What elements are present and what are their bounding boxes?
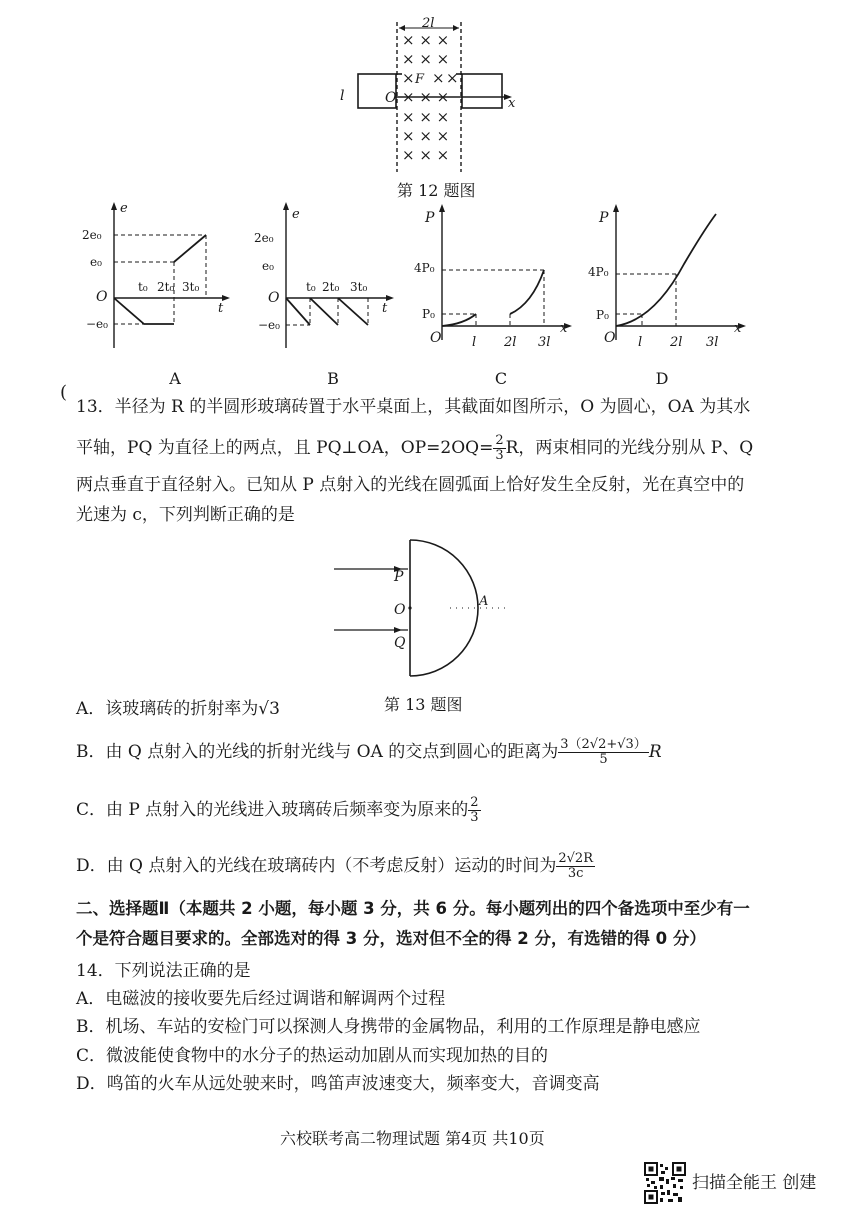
graph-option-c xyxy=(414,200,580,350)
svg-text:3t₀: 3t₀ xyxy=(182,280,200,294)
graph-a-label: A xyxy=(169,369,181,388)
graph-option-d xyxy=(588,200,754,350)
svg-text:O: O xyxy=(268,290,280,306)
svg-text:3l: 3l xyxy=(538,335,551,350)
svg-text:e: e xyxy=(120,201,128,216)
svg-text:2l: 2l xyxy=(504,335,517,350)
fig12-height-label: l xyxy=(340,88,345,104)
q13-option-b: B．由 Q 点射入的光线的折射光线与 OA 的交点到圆心的距离为 $\frac{3(2√2+√3)}{5}$ R xyxy=(76,737,662,767)
svg-text:x: x xyxy=(734,321,742,336)
svg-text:P₀: P₀ xyxy=(422,307,435,321)
svg-text:2t₀: 2t₀ xyxy=(157,280,175,294)
svg-text:O: O xyxy=(430,330,442,346)
svg-text:e₀: e₀ xyxy=(90,255,102,269)
svg-text:P: P xyxy=(425,210,435,226)
q14-option-a: A．电磁波的接收要先后经过调谐和解调两个过程 xyxy=(76,989,446,1009)
graph-c-label: C xyxy=(494,369,508,388)
svg-text:x: x xyxy=(560,321,568,336)
svg-text:e₀: e₀ xyxy=(262,259,274,273)
svg-text:l: l xyxy=(472,335,477,350)
svg-text:×: × xyxy=(432,69,445,87)
graph-option-a xyxy=(78,198,238,358)
q13-line3: 两点垂直于直径射入。已知从 P 点射入的光线在圆弧面上恰好发生全反射，光在真空中的 xyxy=(76,475,745,495)
svg-text:3l: 3l xyxy=(706,335,719,350)
svg-text:× × ×: × × × xyxy=(402,50,450,68)
q13-line1: 13．半径为 R 的半圆形玻璃砖置于水平桌面上，其截面如图所示，O 为圆心，OA 为其水 xyxy=(76,397,751,417)
q14-option-b: B．机场、车站的安检门可以探测人身携带的金属物品，利用的工作原理是静电感应 xyxy=(76,1017,701,1037)
svg-text:A: A xyxy=(479,594,489,609)
q13-line4: 光速为 c，下列判断正确的是 xyxy=(76,505,295,525)
svg-text:× × ×: × × × xyxy=(402,31,450,49)
svg-text:t: t xyxy=(382,301,388,316)
graph-b-label: B xyxy=(327,369,339,388)
fig12-force-label: F xyxy=(415,72,425,87)
svg-text:× × ×: × × × xyxy=(402,127,450,145)
fig12-width-label: 2l xyxy=(422,16,435,31)
section2-heading-line1: 二、选择题Ⅱ（本题共 2 小题，每小题 3 分，共 6 分。每小题列出的四个备选项中至少有一 xyxy=(76,899,750,918)
margin-mark: ( xyxy=(60,382,68,403)
svg-text:P: P xyxy=(394,569,404,585)
svg-text:−e₀: −e₀ xyxy=(86,317,108,331)
fig13-caption: 第 13 题图 xyxy=(384,695,463,714)
svg-text:l: l xyxy=(638,335,643,350)
graph-option-b xyxy=(250,198,400,358)
svg-text:e: e xyxy=(292,207,300,222)
svg-text:4P₀: 4P₀ xyxy=(414,261,435,275)
fig13-diagram xyxy=(330,536,530,680)
svg-text:t₀: t₀ xyxy=(306,280,316,294)
qr-code-icon xyxy=(644,1162,686,1204)
svg-text:× × ×: × × × xyxy=(402,88,450,106)
svg-text:O: O xyxy=(96,289,108,305)
svg-text:P: P xyxy=(599,210,609,226)
svg-text:×: × xyxy=(402,69,415,87)
scanner-credit: 扫描全能王 创建 xyxy=(692,1173,817,1193)
svg-text:P₀: P₀ xyxy=(596,308,609,322)
svg-text:2t₀: 2t₀ xyxy=(322,280,340,294)
q13-line2: 平轴，PQ 为直径上的两点，且 PQ⊥OA，OP=2OQ= $\frac{2}{3}$ R，两束相同的光线分别从 P、Q xyxy=(76,433,754,463)
svg-text:O: O xyxy=(394,602,406,618)
page-footer: 六校联考高二物理试题 第4页 共10页 xyxy=(280,1129,545,1148)
svg-text:2e₀: 2e₀ xyxy=(254,231,274,245)
svg-text:t: t xyxy=(218,301,224,316)
svg-text:× × ×: × × × xyxy=(402,108,450,126)
q13-option-c: C．由 P 点射入的光线进入玻璃砖后频率变为原来的 $\frac{2}{3}$ xyxy=(76,795,479,825)
svg-text:O: O xyxy=(604,330,616,346)
q14-stem: 14．下列说法正确的是 xyxy=(76,961,251,981)
fig12-origin-label: O xyxy=(385,90,397,106)
svg-text:4P₀: 4P₀ xyxy=(588,265,609,279)
section2-heading-line2: 个是符合题目要求的。全部选对的得 3 分，选对但不全的得 2 分，有选错的得 0 分） xyxy=(76,929,706,948)
fig12-diagram xyxy=(330,14,530,184)
svg-text:−e₀: −e₀ xyxy=(258,318,280,332)
q13-option-d: D．由 Q 点射入的光线在玻璃砖内（不考虑反射）运动的时间为 $\frac{2√2R}{3c}$ xyxy=(76,851,593,881)
q13-option-a: A．该玻璃砖的折射率为√3 xyxy=(76,699,280,719)
q14-option-d: D．鸣笛的火车从远处驶来时，鸣笛声波速变大，频率变大，音调变高 xyxy=(76,1074,600,1094)
graph-d-label: D xyxy=(655,369,669,388)
q13-fraction: $\frac{2}{3}$ xyxy=(495,433,504,463)
svg-text:× × ×: × × × xyxy=(402,146,450,164)
svg-text:3t₀: 3t₀ xyxy=(350,280,368,294)
svg-text:2e₀: 2e₀ xyxy=(82,228,102,242)
scanner-watermark xyxy=(640,1160,850,1206)
svg-text:Q: Q xyxy=(394,635,406,651)
svg-text:2l: 2l xyxy=(670,335,683,350)
fig12-caption: 第 12 题图 xyxy=(397,181,476,200)
svg-text:×: × xyxy=(446,69,459,87)
fig12-axis-label: x xyxy=(508,96,516,111)
svg-text:t₀: t₀ xyxy=(138,280,148,294)
q14-option-c: C．微波能使食物中的水分子的热运动加剧从而实现加热的目的 xyxy=(76,1046,549,1066)
